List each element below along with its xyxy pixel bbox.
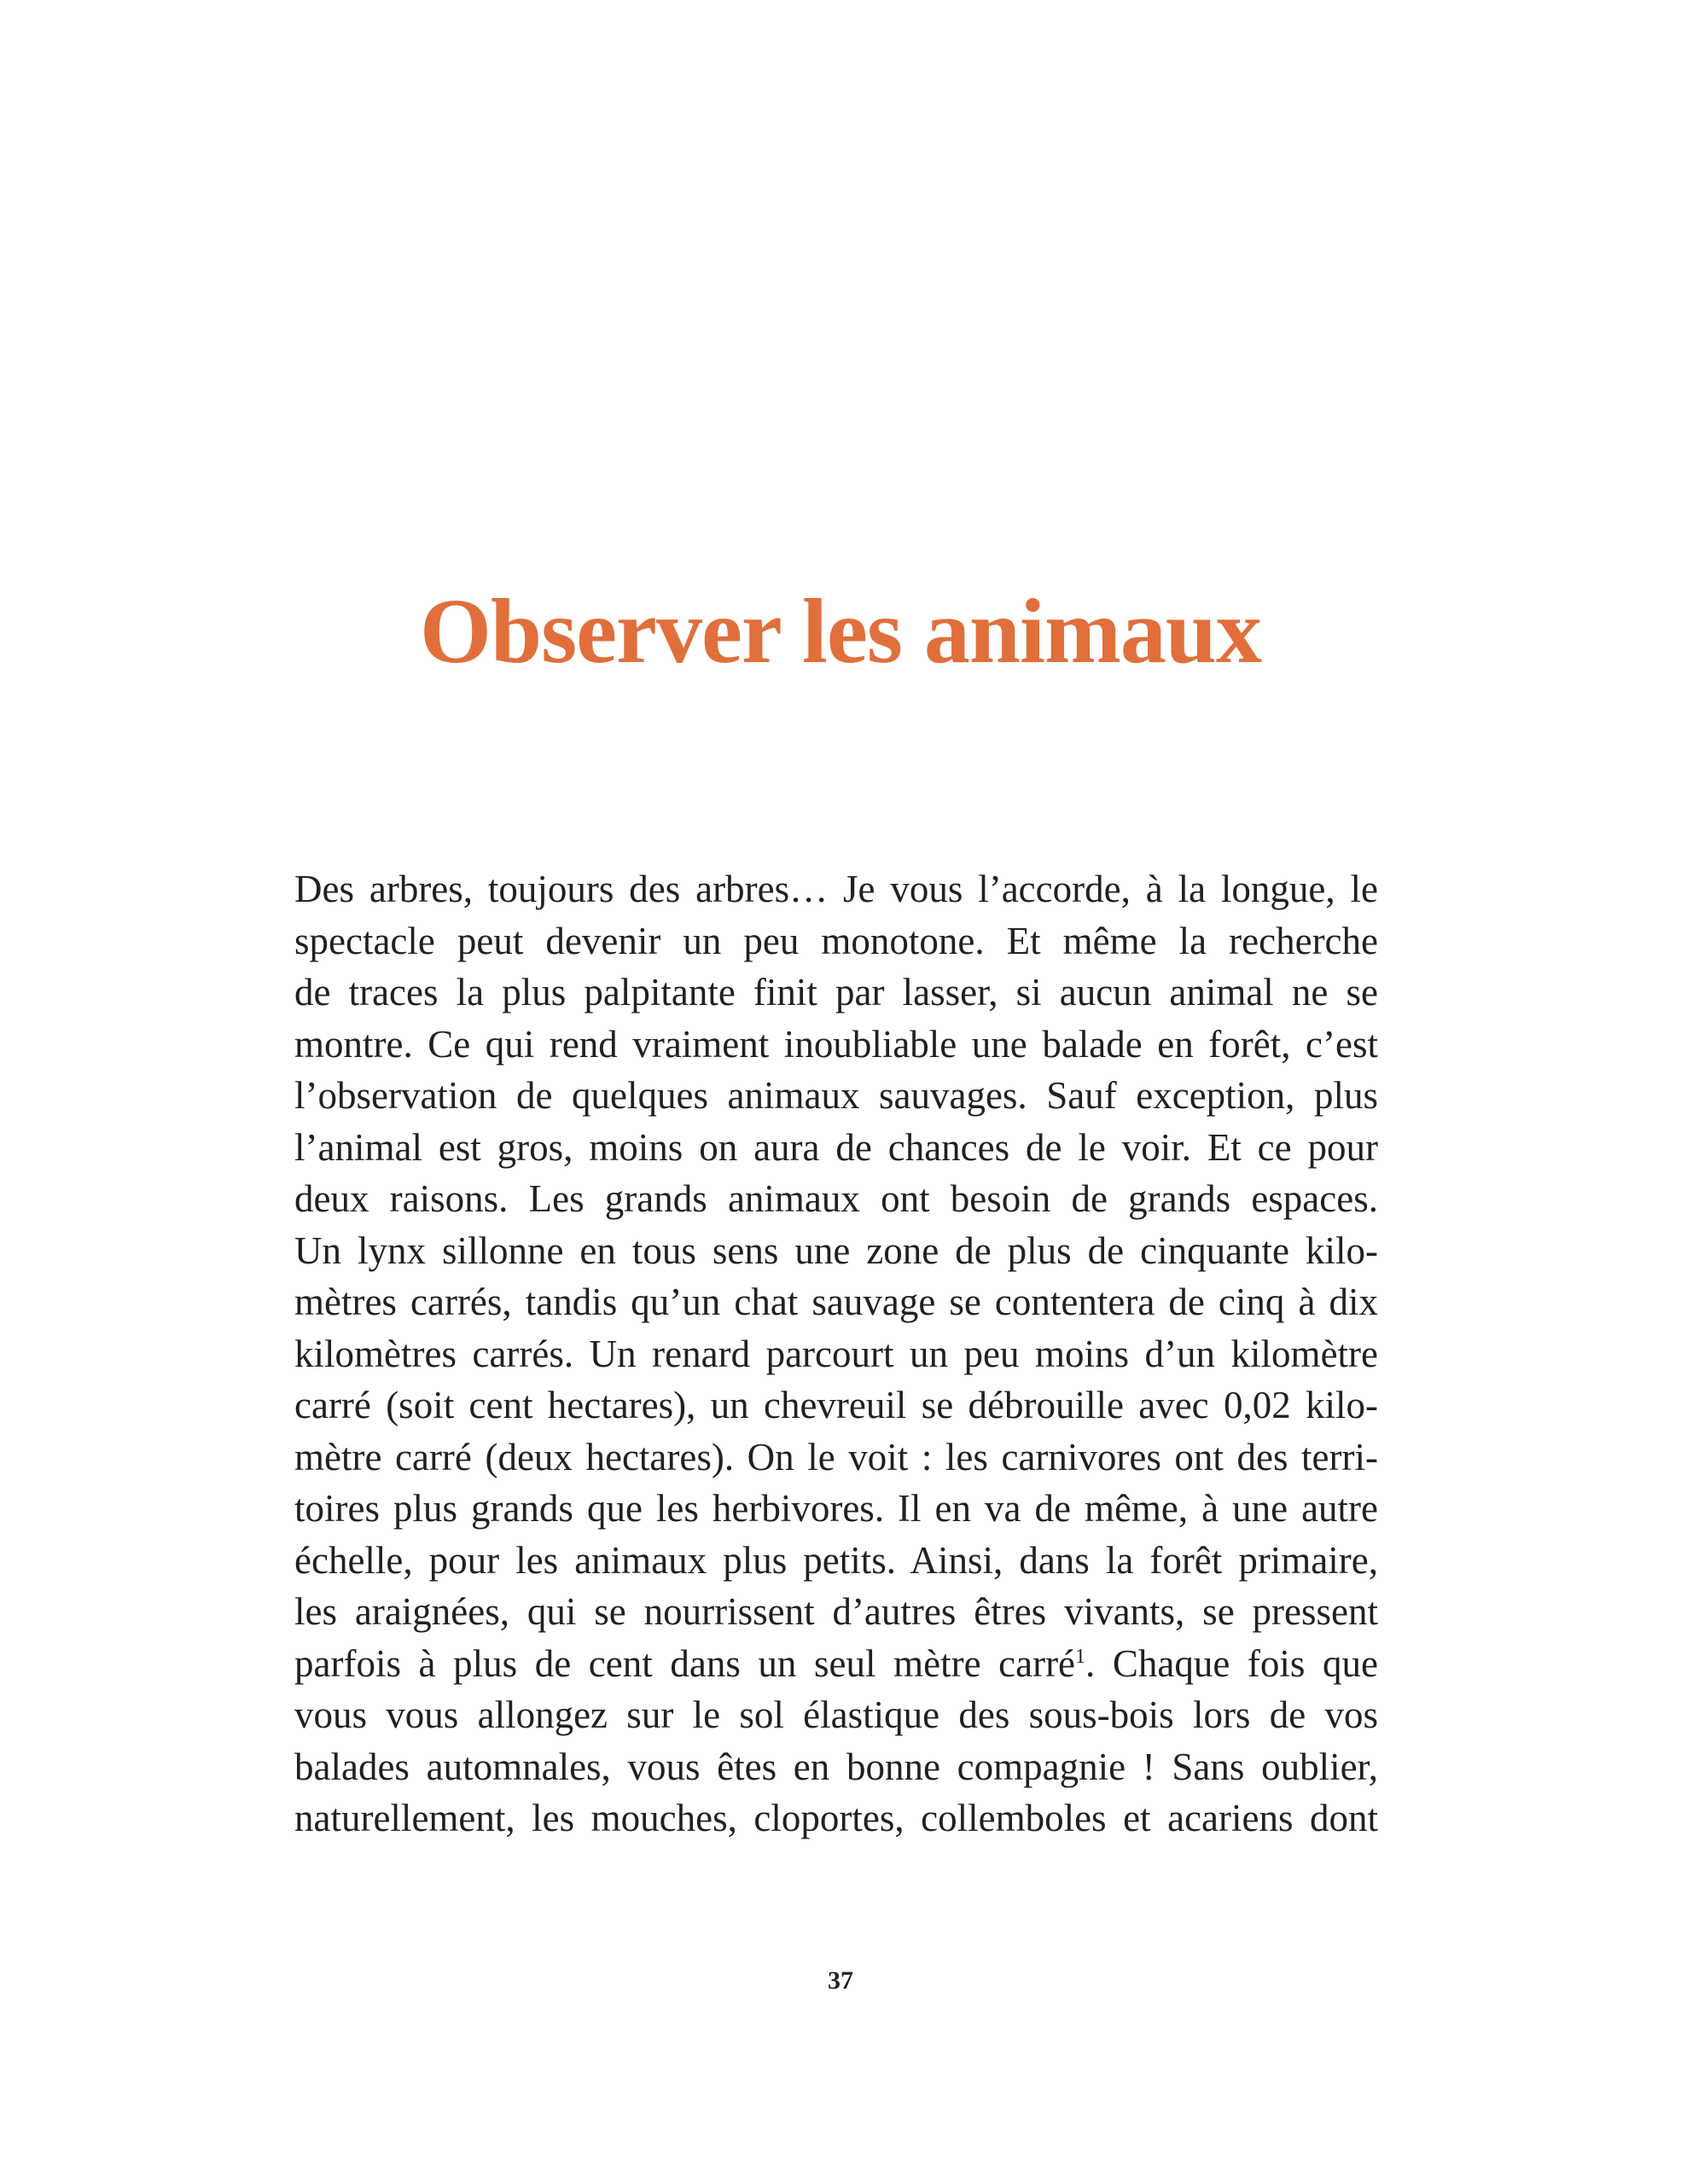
body-line: naturellement, les mouches, cloportes, collemboles et acariens dont [294, 1797, 1378, 1839]
body-line: mètre carré (deux hectares). On le voit : les carnivores ont des terri- [294, 1435, 1378, 1478]
body-line: vous vous allongez sur le sol élastique des sous-bois lors de vos [294, 1693, 1378, 1736]
chapter-title: Observer les animaux [420, 581, 1261, 682]
body-line: échelle, pour les animaux plus petits. Ainsi, dans la forêt primaire, [294, 1538, 1378, 1582]
body-line-text: parfois à plus de cent dans un seul mètre carré [294, 1641, 1076, 1685]
body-line-text: . Chaque fois que [1085, 1641, 1379, 1685]
body-line: balades automnales, vous êtes en bonne compagnie ! Sans oublier, [294, 1745, 1378, 1788]
body-line: de traces la plus palpitante finit par lasser, si aucun animal ne se [294, 971, 1378, 1014]
body-line: spectacle peut devenir un peu monotone. Et même la recherche [294, 919, 1378, 962]
body-line: Un lynx sillonne en tous sens une zone de plus de cinquante kilo- [294, 1228, 1378, 1272]
body-line: mètres carrés, tandis qu’un chat sauvage se contentera de cinq à dix [294, 1281, 1378, 1323]
body-line: l’observation de quelques animaux sauvages. Sauf exception, plus [294, 1074, 1378, 1117]
footnote-reference[interactable]: 1 [1075, 1645, 1086, 1668]
body-line: carré (soit cent hectares), un chevreuil se débrouille avec 0,02 kilo- [294, 1384, 1378, 1426]
body-line: les araignées, qui se nourrissent d’autres êtres vivants, se pressent [294, 1590, 1378, 1633]
body-paragraph [294, 863, 1378, 1844]
body-line: deux raisons. Les grands animaux ont besoin de grands espaces. [294, 1177, 1378, 1220]
body-line: l’animal est gros, moins on aura de chances de le voir. Et ce pour [294, 1125, 1378, 1169]
body-line: Des arbres, toujours des arbres… Je vous l’accorde, à la longue, le [294, 868, 1378, 910]
body-line: kilomètres carrés. Un renard parcourt un peu moins d’un kilomètre [294, 1332, 1378, 1375]
body-line-with-footnote [294, 1638, 1378, 1690]
body-line: montre. Ce qui rend vraiment inoubliable une balade en forêt, c’est [294, 1022, 1378, 1066]
body-line: toires plus grands que les herbivores. Il en va de même, à une autre [294, 1487, 1378, 1530]
page-number: 37 [828, 1966, 853, 1995]
